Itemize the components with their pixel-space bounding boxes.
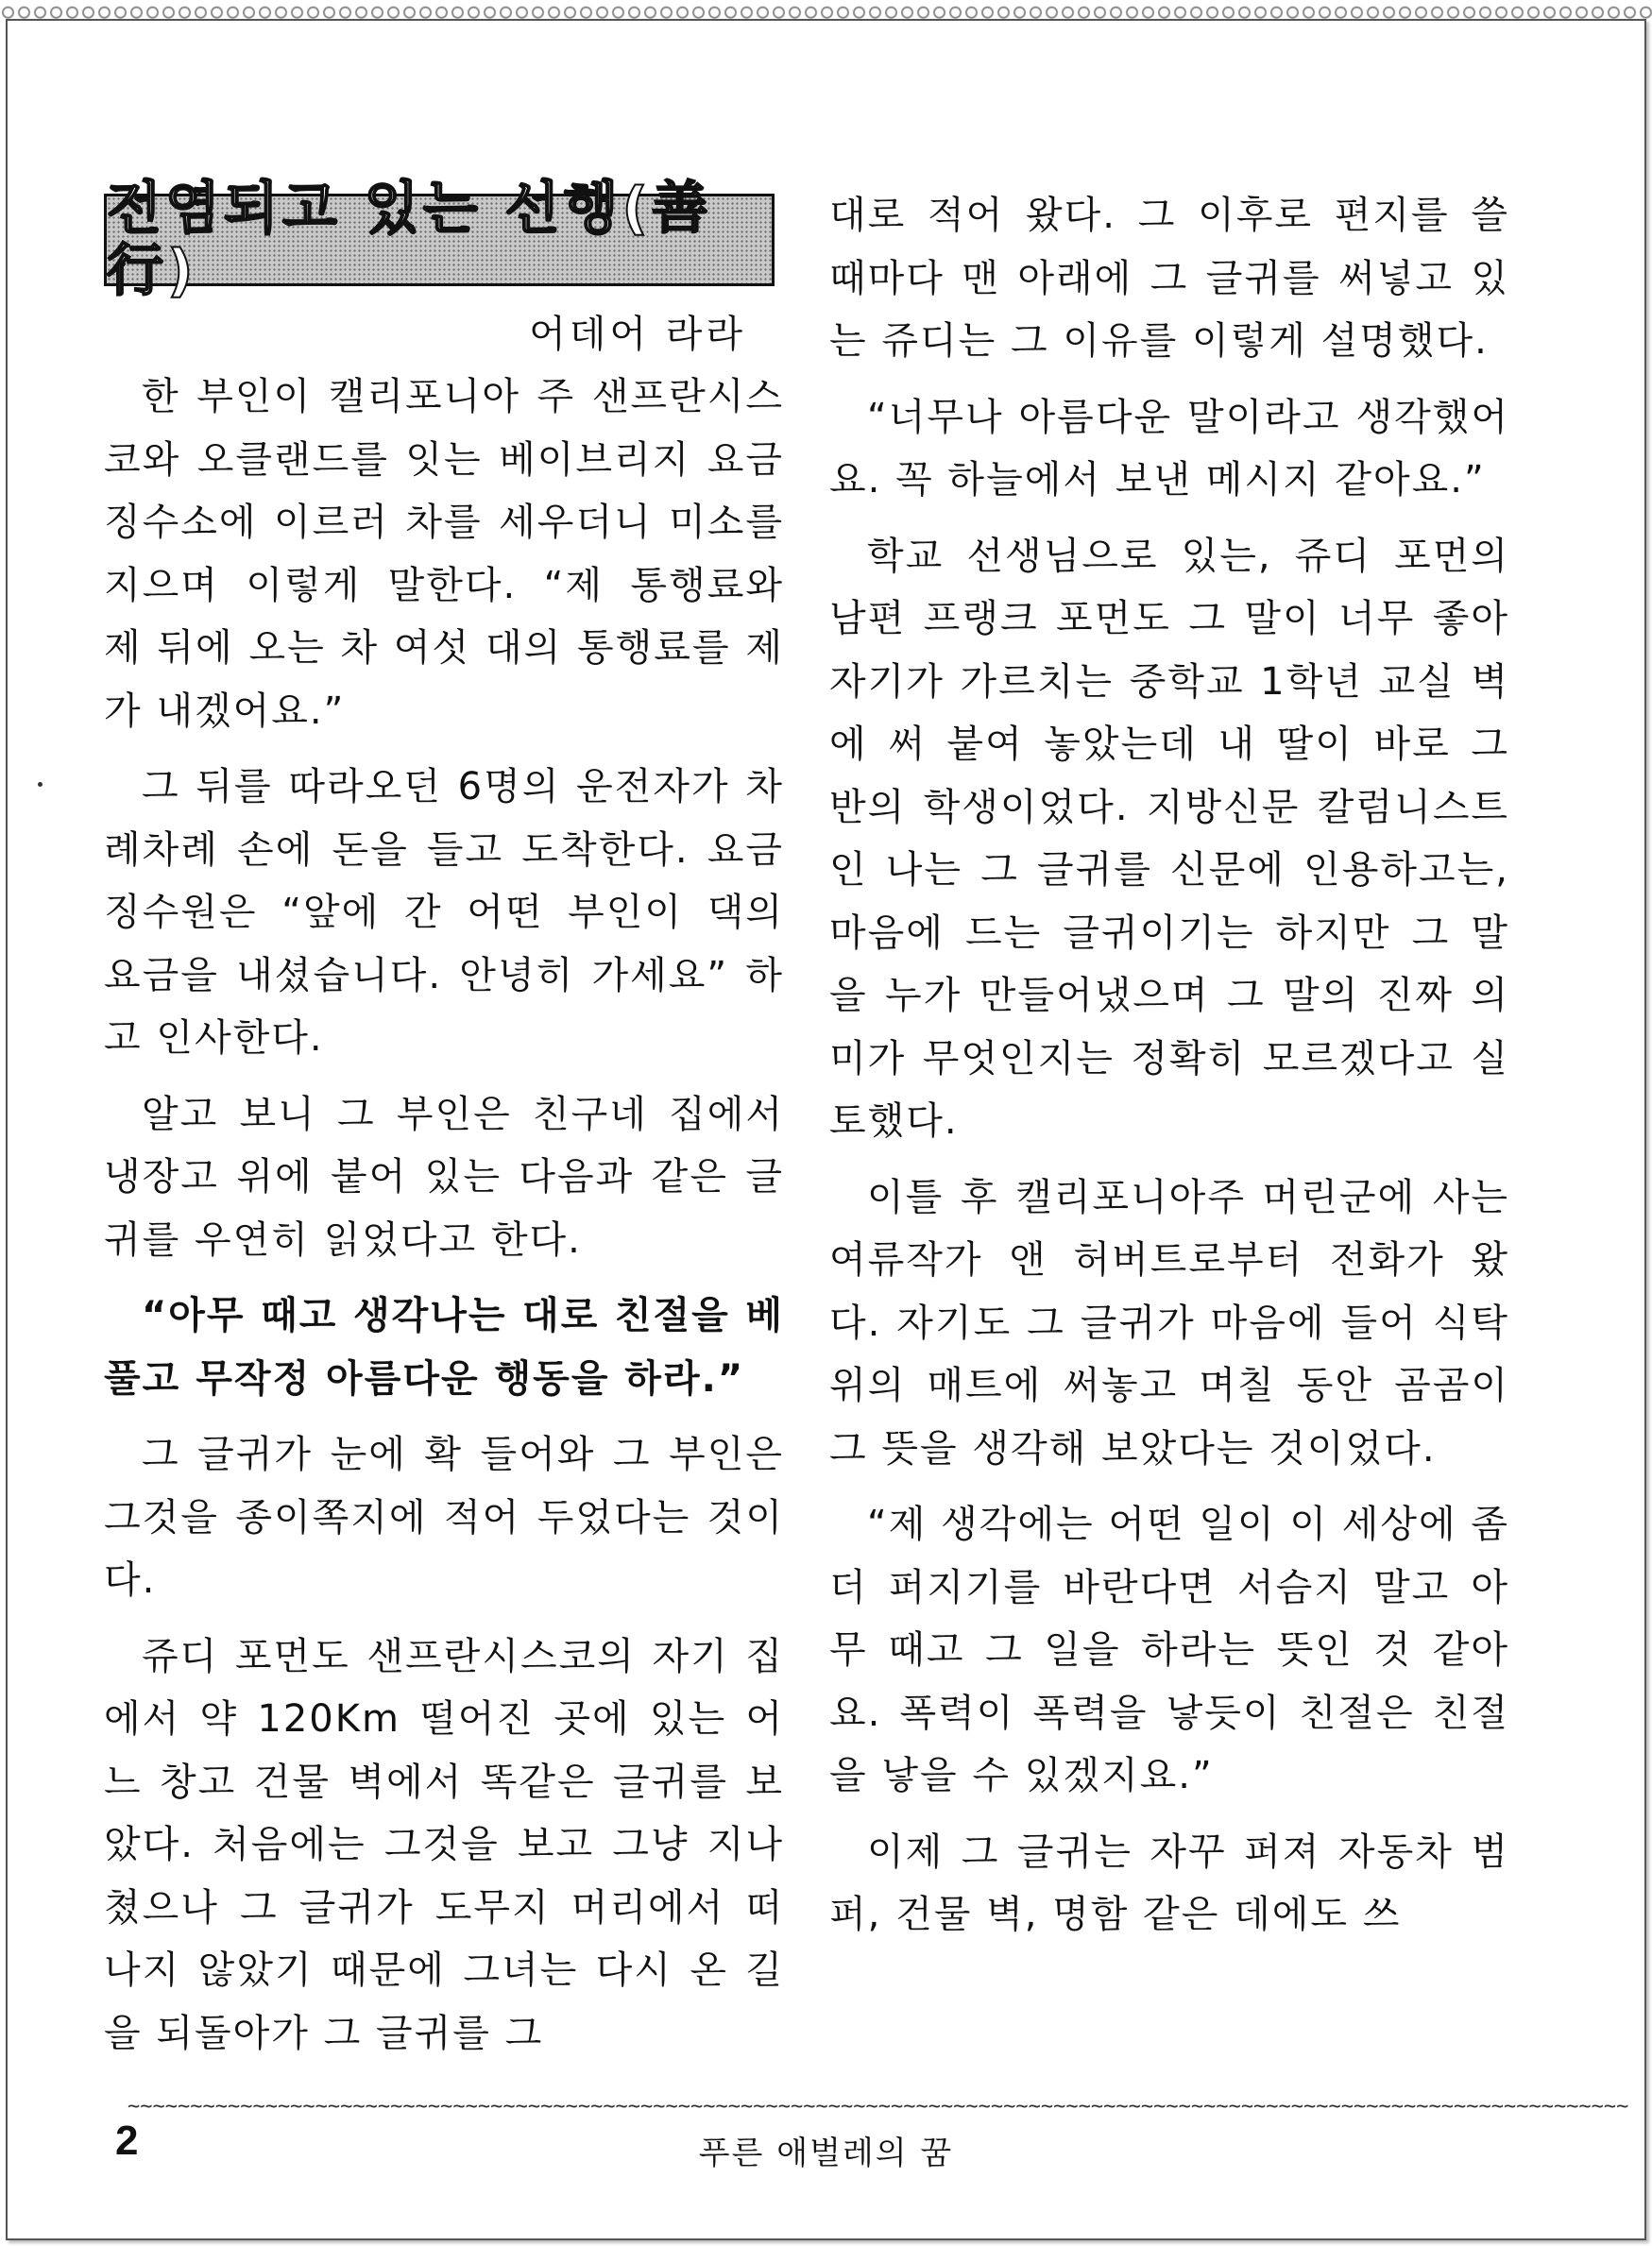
paragraph: 대로 적어 왔다. 그 이후로 편지를 쓸 때마다 맨 아래에 그 글귀를 써넣고 있는 쥬디는 그 이유를 이렇게 설명했다. — [829, 194, 1509, 363]
paragraph: 알고 보니 그 부인은 친구네 집에서 냉장고 위에 붙어 있는 다음과 같은 글귀를 우연히 읽었다고 한다. — [104, 1092, 784, 1262]
scan-speck — [38, 782, 43, 787]
article-title: 전염되고 있는 선행(善行) — [107, 175, 712, 304]
paragraph: 학교 선생님으로 있는, 쥬디 포먼의 남편 프랭크 포먼도 그 말이 너무 좋아 자기가 가르치는 중학교 1학년 교실 벽에 써 붙여 놓았는데 내 딸이 바로 그 반의 학생이었다. 지방신문 칼럼니스트인 나는 그 글귀를 신문에 인용하고는, 마음에 드는 글귀이기는 하지만 그 말을 누가 만들어냈으며 그 말의 진짜 의미가 무엇인지는 정확히 모르겠다고 실토했다. — [829, 534, 1509, 1143]
left-column — [104, 175, 784, 2078]
article-title-box — [104, 175, 775, 304]
paragraph: “제 생각에는 어떤 일이 이 세상에 좀더 퍼지기를 바란다면 서슴지 말고 아무 때고 그 일을 하라는 뜻인 것 같아요. 폭력이 폭력을 낳듯이 친절은 친절을 낳을 수 있겠지요.” — [829, 1503, 1509, 1797]
paragraph: 그 글귀가 눈에 확 들어와 그 부인은 그것을 종이쪽지에 적어 두었다는 것이다. — [104, 1433, 784, 1602]
footer-title: 푸른 애벌레의 꿈 — [698, 2135, 954, 2172]
article-author: 어데어 라라 — [529, 313, 746, 356]
paragraph: 이틀 후 캘리포니아주 머린군에 사는 여류작가 앤 허버트로부터 전화가 왔다. 자기도 그 글귀가 마음에 들어 식탁 위의 매트에 써놓고 며칠 동안 곰곰이 그 뜻을 생각해 보았다는 것이었다. — [829, 1175, 1509, 1471]
paragraph: 한 부인이 캘리포니아 주 샌프란시스코와 오클랜드를 잇는 베이브리지 요금 징수소에 이르러 차를 세우더니 미소를 지으며 이렇게 말한다. “제 통행료와 제 뒤에 오는 차 여섯 대의 통행료를 제가 내겠어요.” — [104, 375, 784, 733]
quote-paragraph: “아무 때고 생각나는 대로 친절을 베풀고 무작정 아름다운 행동을 하라.” — [104, 1294, 784, 1401]
paragraph: 이제 그 글귀는 자꾸 퍼져 자동차 범퍼, 건물 벽, 명함 같은 데에도 쓰 — [829, 1829, 1509, 1936]
paragraph: 쥬디 포먼도 샌프란시스코의 자기 집에서 약 120Km 떨어진 곳에 있는 어느 창고 건물 벽에서 똑같은 글귀를 보았다. 처음에는 그것을 보고 그냥 지나쳤으나 그 글귀가 도무지 머리에서 떠나지 않았기 때문에 그녀는 다시 온 길을 되돌아가 그 글귀를 그 — [104, 1634, 784, 2055]
paragraph: “너무나 아름다운 말이라고 생각했어요. 꼭 하늘에서 보낸 메시지 같아요.” — [829, 395, 1509, 502]
footer-divider: ~~~~~~~~~~~~~~~~~~~~~~~~~~~~~~~~~~~~~~~~~~~~~~~~~~~~~~~~~~~~~~~~~~~~~~~~~~~~~~~~~~~~~~~~~~~~~~~~~~~~~~~~~~~~~~~~~~~~~~~~ — [128, 2095, 1629, 2118]
right-column — [829, 184, 1509, 1960]
paragraph: 그 뒤를 따라오던 6명의 운전자가 차례차례 손에 돈을 들고 도착한다. 요금 징수원은 “앞에 간 어떤 부인이 댁의 요금을 내셨습니다. 안녕히 가세요” 하고 인사한다. — [104, 765, 784, 1060]
page-number: 2 — [115, 2118, 139, 2164]
